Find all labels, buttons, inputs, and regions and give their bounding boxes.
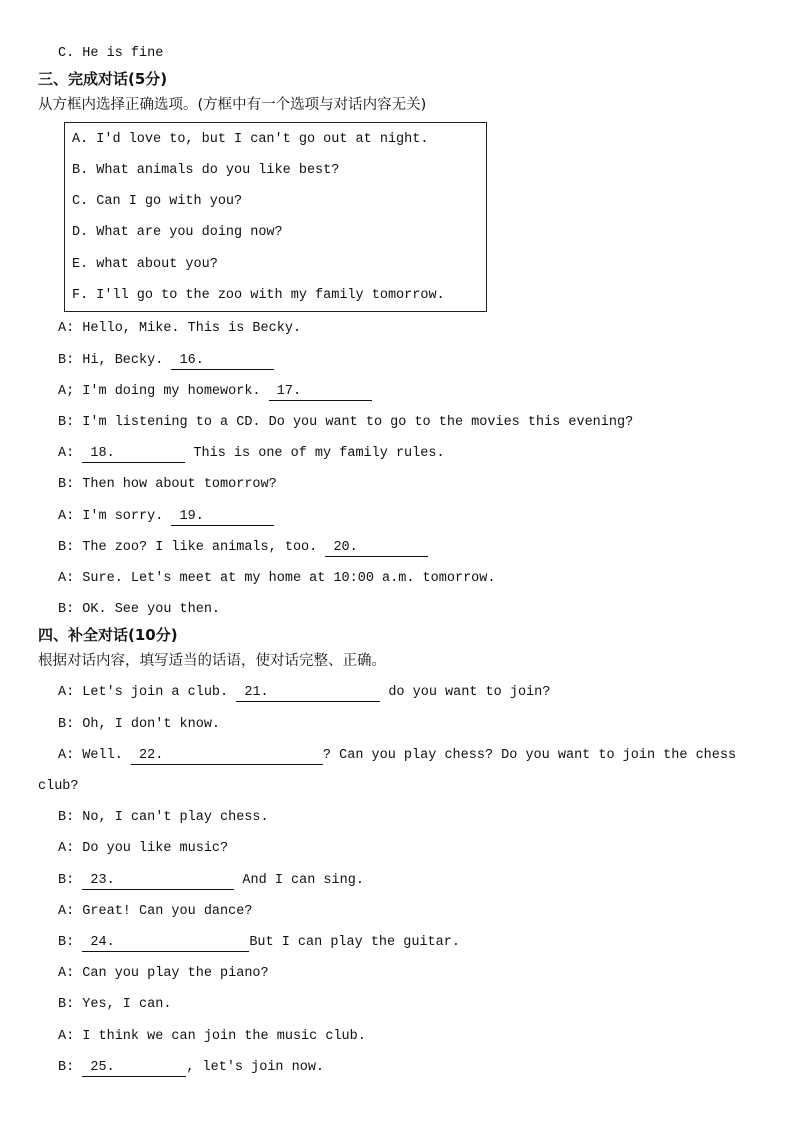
- dialogue-line: A: Can you play the piano?: [58, 966, 269, 981]
- dialogue-line: B: Yes, I can.: [58, 997, 172, 1012]
- previous-option: C. He is fine: [58, 46, 164, 61]
- section3-instruction: 从方框内选择正确选项。(方框中有一个选项与对话内容无关): [38, 97, 427, 113]
- dialogue-line: B: I'm listening to a CD. Do you want to go to the movies this evening?: [58, 415, 634, 430]
- option-d: D. What are you doing now?: [72, 225, 283, 240]
- dialogue-line: A: Hello, Mike. This is Becky.: [58, 321, 302, 336]
- dialogue-line: A: Well. 22. ? Can you play chess? Do you want to join the chess: [58, 748, 737, 763]
- dialogue-line: B: 25. , let's join now.: [58, 1060, 325, 1075]
- option-e: E. what about you?: [72, 257, 218, 272]
- section3-heading: 三、完成对话(5分): [38, 70, 168, 88]
- options-box: [64, 122, 487, 312]
- dialogue-line: B: Then how about tomorrow?: [58, 477, 277, 492]
- dialogue-line: B: OK. See you then.: [58, 602, 221, 617]
- answer-blank-21[interactable]: 21.: [236, 685, 380, 702]
- option-f: F. I'll go to the zoo with my family tomorrow.: [72, 288, 445, 303]
- dialogue-line: club?: [38, 779, 79, 794]
- dialogue-line: A: I'm sorry. 19.: [58, 508, 274, 526]
- dialogue-line: A: Great! Can you dance?: [58, 904, 253, 919]
- option-c: C. Can I go with you?: [72, 194, 243, 209]
- option-b: B. What animals do you like best?: [72, 163, 340, 178]
- answer-blank-17[interactable]: 17.: [269, 384, 372, 401]
- answer-blank-19[interactable]: 19.: [171, 509, 274, 526]
- dialogue-line: B: Oh, I don't know.: [58, 717, 221, 732]
- dialogue-line: B: 23. And I can sing.: [58, 873, 364, 888]
- dialogue-line: A: Sure. Let's meet at my home at 10:00 a.m. tomorrow.: [58, 571, 496, 586]
- dialogue-line: A: 18. This is one of my family rules.: [58, 446, 445, 461]
- dialogue-line: B: 24. But I can play the guitar.: [58, 935, 460, 950]
- dialogue-line: B: No, I can't play chess.: [58, 810, 269, 825]
- answer-blank-25[interactable]: 25.: [82, 1060, 186, 1077]
- section4-heading: 四、补全对话(10分): [38, 626, 178, 644]
- answer-blank-18[interactable]: 18.: [82, 446, 185, 463]
- dialogue-line: A: Let's join a club. 21. do you want to join?: [58, 685, 551, 700]
- dialogue-line: B: The zoo? I like animals, too. 20.: [58, 539, 428, 557]
- option-a: A. I'd love to, but I can't go out at night.: [72, 132, 429, 147]
- dialogue-line: B: Hi, Becky. 16.: [58, 352, 274, 370]
- section4-instruction: 根据对话内容，填写适当的话语，使对话完整、正确。: [38, 653, 386, 669]
- answer-blank-16[interactable]: 16.: [171, 353, 274, 370]
- answer-blank-20[interactable]: 20.: [325, 540, 428, 557]
- answer-blank-22[interactable]: 22.: [131, 748, 323, 765]
- answer-blank-24[interactable]: 24.: [82, 935, 249, 952]
- dialogue-line: A: Do you like music?: [58, 841, 229, 856]
- answer-blank-23[interactable]: 23.: [82, 873, 234, 890]
- dialogue-line: A; I'm doing my homework. 17.: [58, 383, 372, 401]
- dialogue-line: A: I think we can join the music club.: [58, 1029, 366, 1044]
